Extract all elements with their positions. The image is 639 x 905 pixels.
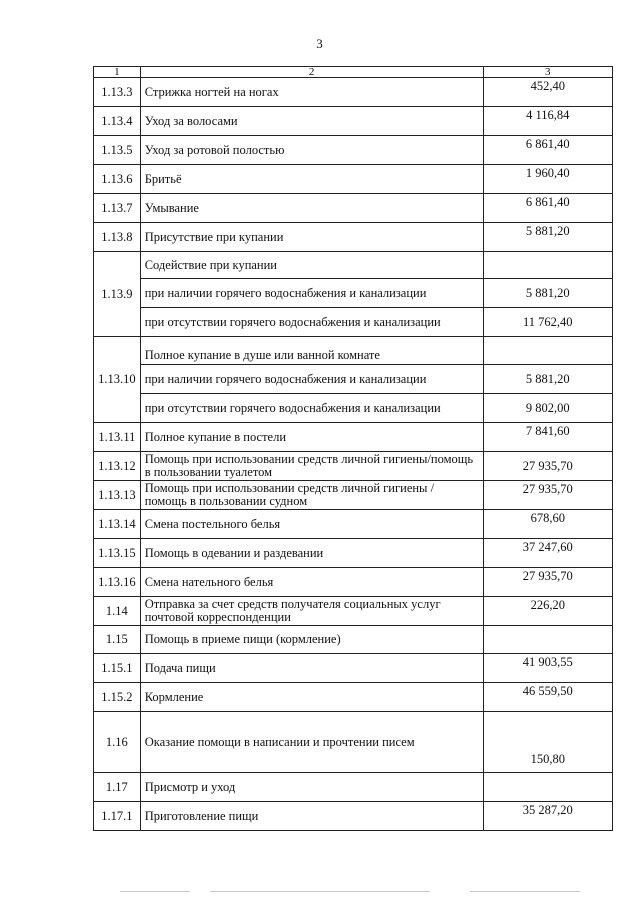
service-price: 5 881,20 (483, 365, 613, 394)
table-row (94, 452, 613, 481)
service-price: 678,60 (483, 510, 613, 539)
table-row (94, 654, 613, 683)
service-name: Уход за волосами (140, 107, 483, 136)
service-price: 46 559,50 (483, 683, 613, 712)
service-price: 27 935,70 (483, 568, 613, 597)
table-row (94, 136, 613, 165)
service-name: Кормление (140, 683, 483, 712)
table-row (94, 165, 613, 194)
table-row (94, 626, 613, 654)
service-name: Помощь при использовании средств личной гигиены / помощь в пользовании судном (140, 481, 483, 510)
header-col-1: 1 (94, 67, 141, 78)
service-price: 1 960,40 (483, 165, 613, 194)
page-number: 3 (316, 36, 323, 51)
table-row (94, 337, 613, 365)
table-row (94, 773, 613, 802)
service-price: 35 287,20 (483, 802, 613, 831)
header-col-3: 3 (483, 67, 613, 78)
service-price: 5 881,20 (483, 279, 613, 308)
service-name: Приготовление пищи (140, 802, 483, 831)
service-number: 1.15.1 (94, 654, 141, 683)
service-number: 1.15 (94, 626, 141, 654)
table-subrow (94, 365, 613, 394)
table-row (94, 223, 613, 252)
service-name: Помощь в приеме пищи (кормление) (140, 626, 483, 654)
service-price: 6 861,40 (483, 136, 613, 165)
service-number: 1.13.7 (94, 194, 141, 223)
table-row (94, 78, 613, 107)
service-name: Умывание (140, 194, 483, 223)
table-row (94, 712, 613, 773)
service-subname: при наличии горячего водоснабжения и канализации (140, 279, 483, 308)
service-number: 1.16 (94, 712, 141, 773)
service-name: Помощь в одевании и раздевании (140, 539, 483, 568)
service-price (483, 626, 613, 654)
service-price: 150,80 (483, 712, 613, 773)
service-name: Присутствие при купании (140, 223, 483, 252)
service-number: 1.13.4 (94, 107, 141, 136)
service-price (483, 773, 613, 802)
service-name: Оказание помощи в написании и прочтении писем (140, 712, 483, 773)
service-name: Полное купание в душе или ванной комнате (140, 337, 483, 365)
service-price: 11 762,40 (483, 308, 613, 337)
service-number: 1.13.14 (94, 510, 141, 539)
service-number: 1.13.9 (94, 252, 141, 337)
service-price: 452,40 (483, 78, 613, 107)
table-row (94, 107, 613, 136)
service-price: 37 247,60 (483, 539, 613, 568)
table-row (94, 194, 613, 223)
service-name: Подача пищи (140, 654, 483, 683)
scan-artifact-line (470, 891, 580, 892)
scan-artifact-line (210, 891, 430, 892)
service-number: 1.13.16 (94, 568, 141, 597)
service-number: 1.14 (94, 597, 141, 626)
service-price (483, 337, 613, 365)
table-row (94, 683, 613, 712)
service-number: 1.17 (94, 773, 141, 802)
service-number: 1.13.13 (94, 481, 141, 510)
table-row (94, 568, 613, 597)
service-number: 1.13.6 (94, 165, 141, 194)
service-name: Смена нательного белья (140, 568, 483, 597)
table-row (94, 539, 613, 568)
service-price: 7 841,60 (483, 423, 613, 452)
service-name: Уход за ротовой полостью (140, 136, 483, 165)
service-subname: при отсутствии горячего водоснабжения и канализации (140, 394, 483, 423)
service-subname: при наличии горячего водоснабжения и канализации (140, 365, 483, 394)
service-price: 226,20 (483, 597, 613, 626)
service-number: 1.13.12 (94, 452, 141, 481)
table-subrow (94, 279, 613, 308)
service-number: 1.13.3 (94, 78, 141, 107)
service-number: 1.13.5 (94, 136, 141, 165)
service-number: 1.17.1 (94, 802, 141, 831)
table-row (94, 802, 613, 831)
service-price: 6 861,40 (483, 194, 613, 223)
service-name: Полное купание в постели (140, 423, 483, 452)
services-price-table (93, 66, 613, 831)
table-subrow (94, 308, 613, 337)
service-price: 9 802,00 (483, 394, 613, 423)
service-name: Содействие при купании (140, 252, 483, 279)
service-number: 1.13.10 (94, 337, 141, 423)
service-price: 27 935,70 (483, 452, 613, 481)
table-row (94, 510, 613, 539)
service-name: Отправка за счет средств получателя социальных услуг почтовой корреспонденции (140, 597, 483, 626)
service-name: Стрижка ногтей на ногах (140, 78, 483, 107)
service-name: Присмотр и уход (140, 773, 483, 802)
service-price: 41 903,55 (483, 654, 613, 683)
service-name: Помощь при использовании средств личной гигиены/помощь в пользовании туалетом (140, 452, 483, 481)
service-number: 1.15.2 (94, 683, 141, 712)
service-price: 4 116,84 (483, 107, 613, 136)
table-row (94, 252, 613, 279)
service-number: 1.13.11 (94, 423, 141, 452)
table-subrow (94, 394, 613, 423)
service-number: 1.13.15 (94, 539, 141, 568)
table-header-row (94, 67, 613, 78)
header-col-2: 2 (140, 67, 483, 78)
table-row (94, 481, 613, 510)
service-name: Бритьё (140, 165, 483, 194)
service-name: Смена постельного белья (140, 510, 483, 539)
scan-artifact-line (120, 891, 190, 892)
table-row (94, 423, 613, 452)
service-subname: при отсутствии горячего водоснабжения и канализации (140, 308, 483, 337)
table-row (94, 597, 613, 626)
service-number: 1.13.8 (94, 223, 141, 252)
service-price: 5 881,20 (483, 223, 613, 252)
service-price (483, 252, 613, 279)
service-price: 27 935,70 (483, 481, 613, 510)
